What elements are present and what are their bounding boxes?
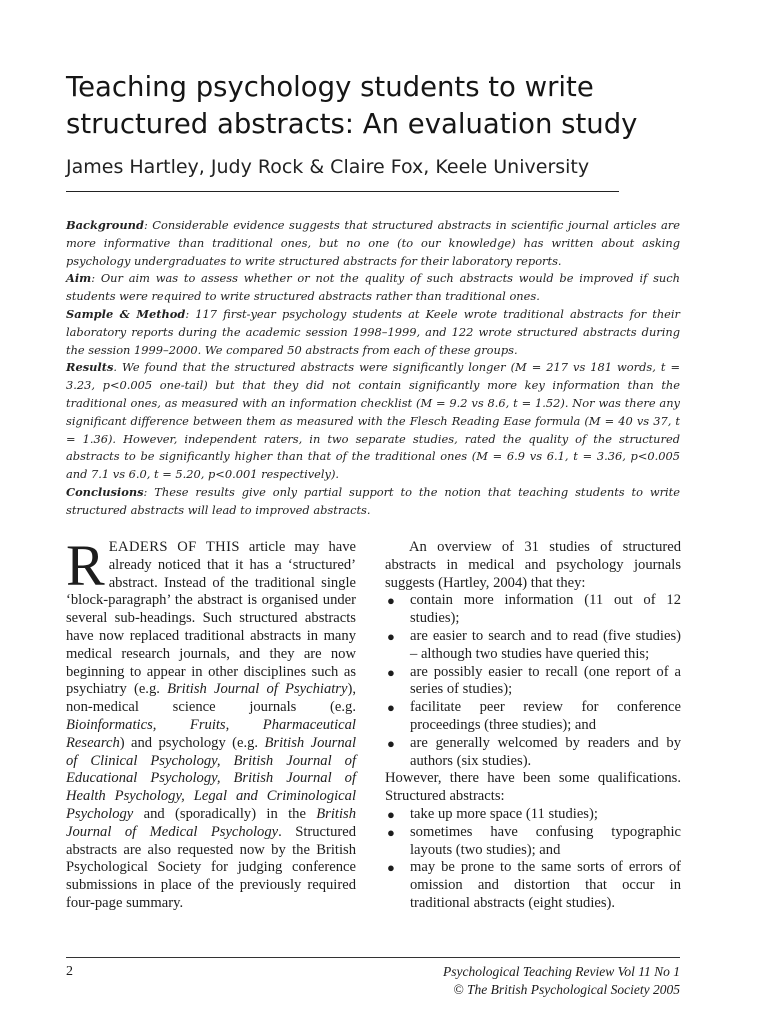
author-line: James Hartley, Judy Rock & Claire Fox, Keele University — [66, 156, 590, 178]
list-item: ● are generally welcomed by readers and by authors (six studies). — [385, 735, 681, 771]
advantages-list — [385, 592, 681, 770]
journal-name-psychiatry: British Journal of Psychiatry — [167, 681, 348, 698]
abstract-background — [66, 217, 680, 270]
abstract-method — [66, 306, 680, 359]
abstract-background-label: Background — [66, 218, 144, 232]
lead-in-caps: EADERS OF THIS — [108, 539, 240, 555]
list-item: ● take up more space (11 studies); — [385, 806, 681, 824]
abstract-conclusions — [66, 484, 680, 520]
journal-citation: Psychological Teaching Review Vol 11 No 1 — [443, 964, 680, 979]
abstract-results-text: . We found that the structured abstracts were significantly longer (M = 217 vs 181 words, t = 3.23, p<0.005 one-tail) but that they did not contain significantly more key information than the traditional ones, as measured with an information checklist (M = 9.2 vs 8.6, t = 1.52). Nor was there any significant difference between them as measured with the Flesch Reading Ease formula (M = 40 vs 37, t = 1.36). However, independent raters, in two separate studies, rated the quality of the structured abstracts to be significantly higher than that of the traditional ones (M = 6.9 vs 6.1, t = 3.36, p<0.005 and 7.1 vs 6.0, t = 5.20, p<0.001 respectively). — [66, 360, 680, 482]
copyright-notice: © The British Psychological Society 2005 — [453, 982, 680, 997]
drop-cap: R — [66, 533, 105, 598]
abstract-method-label: Sample & Method — [66, 306, 186, 321]
journal-names-science: Bioinformatics, Fruits, Pharmaceutical Research — [66, 716, 356, 751]
article-title: Teaching psychology students to write structured abstracts: An evaluation study — [66, 71, 638, 140]
list-item: ● sometimes have confusing typographic layouts (two studies); and — [385, 824, 681, 860]
intro-paragraph — [66, 533, 357, 913]
page-number: 2 — [66, 964, 73, 979]
abstract-aim-text: : Our aim was to assess whether or not the quality of such abstracts would be improved if such students were required to write structured abstracts rather than traditional ones. — [66, 271, 680, 304]
abstract-method-text: : 117 first-year psychology students at Keele wrote traditional abstracts for their laboratory reports during the academic session 1998–1999, and 122 wrote structured abstracts during the session 1999–2000. We compared 50 abstracts from each of these groups. — [66, 306, 680, 357]
abstract-conclusions-text: : These results give only partial support to the notion that teaching students to write structured abstracts will lead to improved abstracts. — [66, 484, 680, 517]
journal-footer — [443, 963, 680, 999]
journal-names-psychology: British Journal of Clinical Psychology, British Journal of Educational Psychology, British Journal of Health Psychology, Legal and Criminological Psychology — [66, 734, 357, 822]
intro-text-1: article may have already noticed that it has a ‘structured’ abstract. Instead of the traditional single ‘block-paragraph’ the abstract is organised under several sub-headings. Such structured abstracts have now replaced traditional abstracts in many medical research journals, and they are now beginning to appear in other disciplines such as psychiatry (e.g. — [66, 539, 357, 698]
intro-text-4: and (sporadically) in the — [133, 805, 317, 822]
abstract-aim-label: Aim — [66, 271, 92, 286]
abstract-results-label: Results — [66, 360, 114, 375]
body-column-left — [66, 533, 357, 913]
title-divider — [66, 191, 619, 192]
journal-name-medical-psychology: British Journal of Medical Psychology — [66, 805, 356, 840]
disadvantages-list — [385, 806, 681, 913]
intro-text-3: ) and psychology (e.g. — [119, 734, 265, 751]
intro-text-2: ), non-medical science journals (e.g. — [66, 681, 356, 716]
list-item: ● are possibly easier to recall (one report of a series of studies); — [385, 664, 681, 700]
qualifications-paragraph: However, there have been some qualifications. Structured abstracts: — [385, 770, 681, 805]
footer-divider — [66, 957, 680, 958]
overview-paragraph: An overview of 31 studies of structured abstracts in medical and psychology journals suggests (Hartley, 2004) that they: — [385, 539, 681, 591]
list-item: ● may be prone to the same sorts of errors of omission and distortion that occur in traditional abstracts (eight studies). — [385, 859, 681, 912]
abstract-background-text: : Considerable evidence suggests that structured abstracts in scientific journal articles are more informative than traditional ones, but no one (to our knowledge) has written about asking psychology undergraduates to write structured abstracts for their laboratory reports. — [66, 218, 680, 268]
list-item: ● are easier to search and to read (five studies) – although two studies have queried this; — [385, 628, 681, 664]
abstract-aim — [66, 270, 680, 306]
structured-abstract — [66, 217, 680, 520]
list-item: ● facilitate peer review for conference proceedings (three studies); and — [385, 699, 681, 735]
abstract-conclusions-label: Conclusions — [66, 484, 144, 499]
list-item: ● contain more information (11 out of 12 studies); — [385, 592, 681, 628]
intro-text-5: . Structured abstracts are also requested now by the British Psychological Society for judging conference submissions in place of the previously required four-page summary. — [66, 823, 356, 911]
abstract-results — [66, 359, 680, 484]
body-column-right — [385, 539, 681, 913]
